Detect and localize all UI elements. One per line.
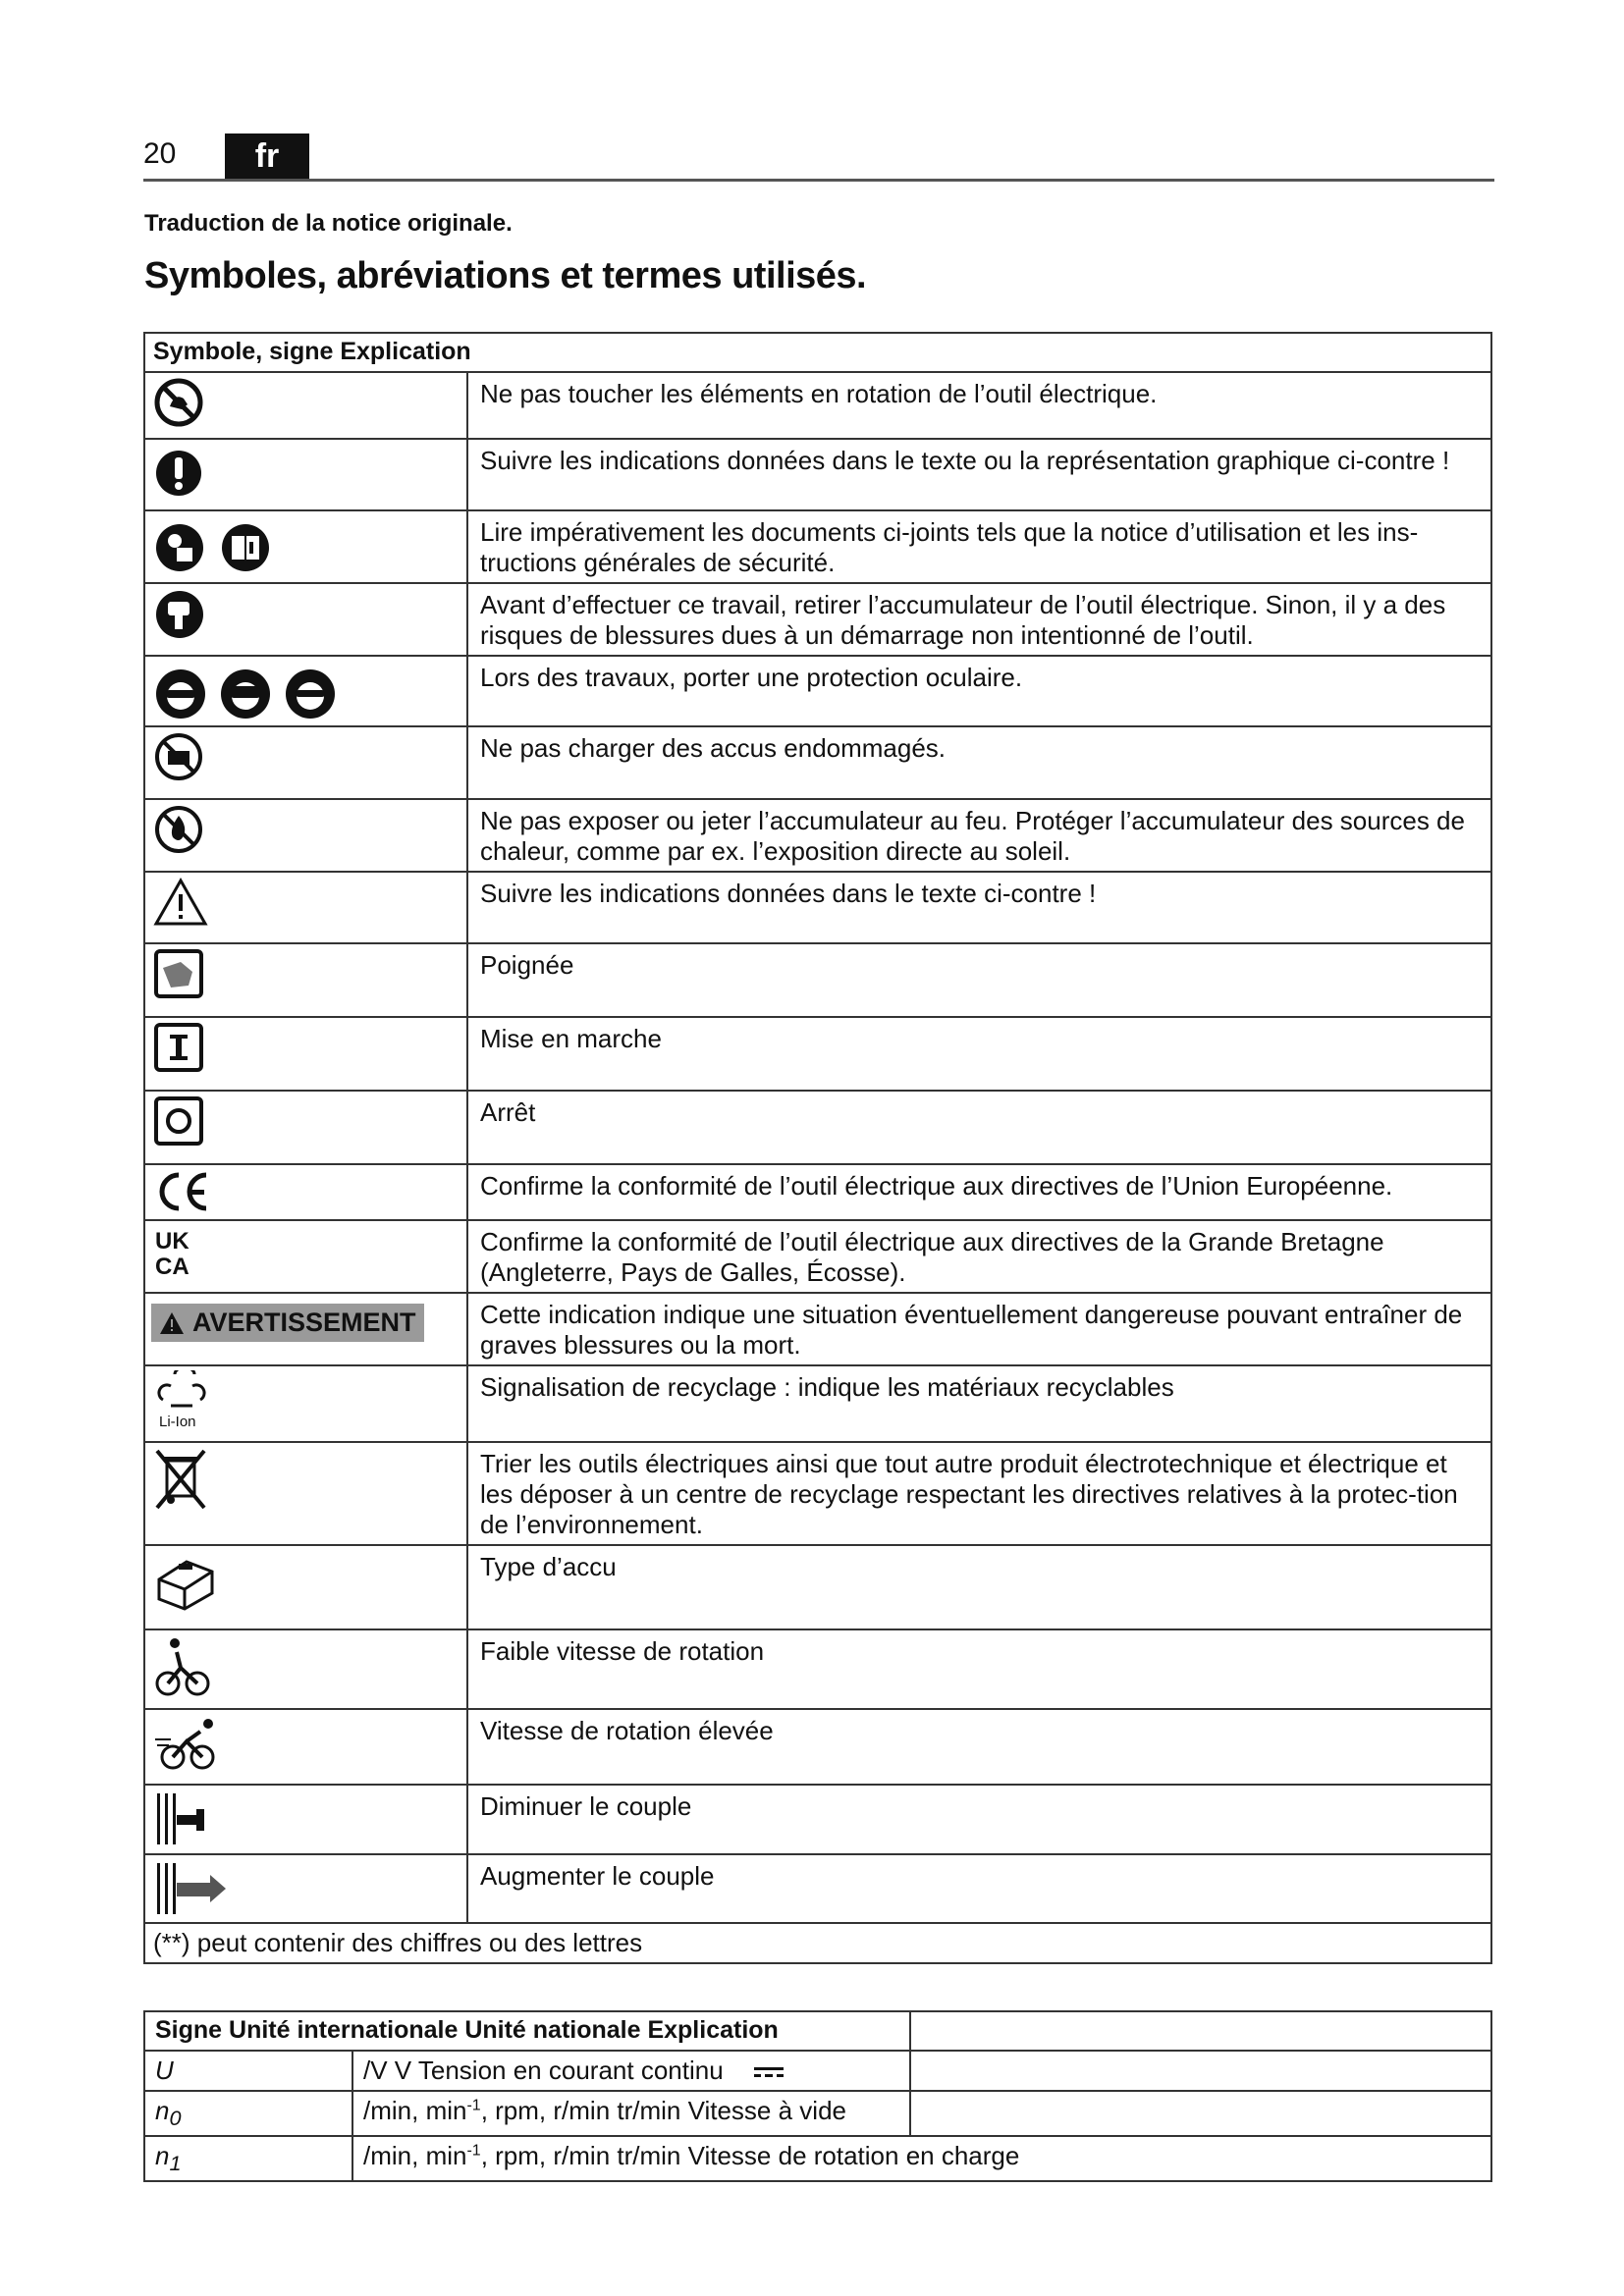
symbol-explanation: Signalisation de recyclage : indique les matériaux recyclables xyxy=(467,1365,1491,1442)
recycle-li-ion-icon xyxy=(153,1370,212,1414)
table-footnote: (**) peut contenir des chiffres ou des lettres xyxy=(144,1923,1491,1963)
warning-triangle-icon xyxy=(153,877,208,928)
table-row xyxy=(144,1365,1491,1442)
safety-goggles-icon xyxy=(283,667,338,721)
handle-icon xyxy=(153,948,204,999)
unit-sign-subscript: 0 xyxy=(169,2106,182,2131)
avertissement-text: AVERTISSEMENT xyxy=(192,1308,416,1337)
symbol-explanation: Vitesse de rotation élevée xyxy=(467,1709,1491,1785)
table-row xyxy=(144,1442,1491,1545)
ce-mark-icon xyxy=(153,1169,212,1214)
table-row xyxy=(144,656,1491,726)
table-header: Symbole, signe Explication xyxy=(144,333,1491,372)
units-row xyxy=(144,2136,1491,2181)
crossed-bin-icon xyxy=(153,1447,208,1512)
page-number: 20 xyxy=(143,137,177,170)
exclamation-icon xyxy=(153,444,204,499)
svg-text:CA: CA xyxy=(155,1254,189,1280)
manual-book-icon xyxy=(218,521,273,574)
unit-description: /min, min xyxy=(363,2096,467,2125)
symbol-explanation: Ne pas toucher les éléments en rotation de l’outil électrique. xyxy=(467,372,1491,439)
symbol-explanation: Trier les outils électriques ainsi que tout autre produit électrotechnique et électrique et les déposer à un centre de recyclage respectant les directives relatives à la protec-tion de l’environnement. xyxy=(467,1442,1491,1545)
face-shield-icon xyxy=(218,667,273,721)
symbol-explanation: Suivre les indications données dans le texte ci-contre ! xyxy=(467,872,1491,943)
table-row xyxy=(144,799,1491,872)
unit-sign: n xyxy=(155,2096,170,2125)
large-screw-icon xyxy=(153,1859,228,1918)
units-table xyxy=(143,2010,1492,2182)
symbol-explanation: Cette indication indique une situation éventuellement dangereuse pouvant entraîner de graves blessures ou la mort. xyxy=(467,1293,1491,1365)
unit-description-rest: , rpm, r/min tr/min Vitesse de rotation en charge xyxy=(480,2141,1020,2171)
units-row xyxy=(144,2091,1491,2136)
symbol-explanation: Suivre les indications données dans le texte ou la représentation graphique ci-contre ! xyxy=(467,439,1491,510)
symbol-explanation: Diminuer le couple xyxy=(467,1785,1491,1854)
no-touch-rotating-icon xyxy=(153,377,204,428)
table-row xyxy=(144,1629,1491,1709)
table-row xyxy=(144,583,1491,656)
table-row xyxy=(144,1854,1491,1923)
unit-description: /min, min xyxy=(363,2141,467,2171)
unit-sign: U xyxy=(155,2056,174,2085)
table-row xyxy=(144,1545,1491,1629)
battery-pack-icon xyxy=(153,1550,218,1615)
header-rule xyxy=(143,179,1494,182)
unit-exponent: -1 xyxy=(466,2142,481,2160)
symbol-explanation: Mise en marche xyxy=(467,1017,1491,1091)
symbol-explanation: Arrêt xyxy=(467,1091,1491,1164)
switch-off-icon xyxy=(153,1095,204,1147)
table-row xyxy=(144,1709,1491,1785)
symbols-table xyxy=(143,332,1492,1964)
empty-cell xyxy=(910,2051,1491,2091)
unit-description: /V V Tension en courant continu xyxy=(363,2056,724,2085)
symbol-explanation: Poignée xyxy=(467,943,1491,1017)
table-row xyxy=(144,372,1491,439)
read-manual-icon xyxy=(153,521,208,574)
units-header-row xyxy=(144,2011,1491,2051)
ukca-mark-icon xyxy=(153,1225,196,1280)
symbol-explanation: Ne pas charger des accus endommagés. xyxy=(467,726,1491,799)
unit-sign-subscript: 1 xyxy=(169,2151,182,2176)
symbol-explanation: Avant d’effectuer ce travail, retirer l’accumulateur de l’outil électrique. Sinon, il y a des risques de blessures dues à un démarrage non intentionné de l’outil. xyxy=(467,583,1491,656)
slow-bike-icon xyxy=(153,1634,212,1699)
symbol-explanation: Type d’accu xyxy=(467,1545,1491,1629)
warning-triangle-icon xyxy=(159,1311,185,1335)
empty-cell xyxy=(910,2011,1491,2051)
table-row xyxy=(144,1164,1491,1220)
no-charge-damaged-icon xyxy=(153,731,204,782)
table-row xyxy=(144,1785,1491,1854)
eye-protection-icon xyxy=(153,667,208,721)
empty-cell xyxy=(910,2091,1491,2136)
fast-bike-icon xyxy=(153,1714,224,1775)
units-row xyxy=(144,2051,1491,2091)
svg-text:UK: UK xyxy=(155,1228,189,1255)
table-row xyxy=(144,1293,1491,1365)
table-row xyxy=(144,943,1491,1017)
dc-current-icon xyxy=(754,2065,784,2079)
table-row xyxy=(144,726,1491,799)
document-subtitle: Traduction de la notice originale. xyxy=(144,210,513,237)
symbol-explanation: Lire impérativement les documents ci-joints tels que la notice d’utilisation et les ins-tructions générales de sécurité. xyxy=(467,510,1491,583)
table-row xyxy=(144,1220,1491,1293)
symbol-explanation: Faible vitesse de rotation xyxy=(467,1629,1491,1709)
symbol-explanation: Lors des travaux, porter une protection oculaire. xyxy=(467,656,1491,726)
symbol-explanation: Confirme la conformité de l’outil électrique aux directives de la Grande Bretagne (Angleterre, Pays de Galles, Écosse). xyxy=(467,1220,1491,1293)
table-row xyxy=(144,1091,1491,1164)
table-header-row xyxy=(144,333,1491,372)
switch-on-icon xyxy=(153,1022,204,1073)
small-screw-icon xyxy=(153,1789,212,1848)
symbol-explanation: Confirme la conformité de l’outil électrique aux directives de l’Union Européenne. xyxy=(467,1164,1491,1220)
remove-battery-icon xyxy=(153,588,206,641)
page-title: Symboles, abréviations et termes utilisés. xyxy=(144,255,867,296)
table-row xyxy=(144,439,1491,510)
unit-sign: n xyxy=(155,2141,170,2171)
table-row xyxy=(144,510,1491,583)
unit-exponent: -1 xyxy=(466,2097,481,2114)
li-ion-label: Li-Ion xyxy=(159,1414,196,1430)
unit-description-rest: , rpm, r/min tr/min Vitesse à vide xyxy=(480,2096,846,2125)
symbol-explanation: Ne pas exposer ou jeter l’accumulateur au feu. Protéger l’accumulateur des sources de chaleur, comme par ex. l’exposition directe au soleil. xyxy=(467,799,1491,872)
table-row xyxy=(144,1017,1491,1091)
units-header: Signe Unité internationale Unité nationale Explication xyxy=(144,2011,910,2051)
table-footer-row xyxy=(144,1923,1491,1963)
avertissement-label xyxy=(151,1304,424,1342)
table-row xyxy=(144,872,1491,943)
no-fire-icon xyxy=(153,804,204,855)
symbol-explanation: Augmenter le couple xyxy=(467,1854,1491,1923)
language-tab: fr xyxy=(225,133,309,179)
